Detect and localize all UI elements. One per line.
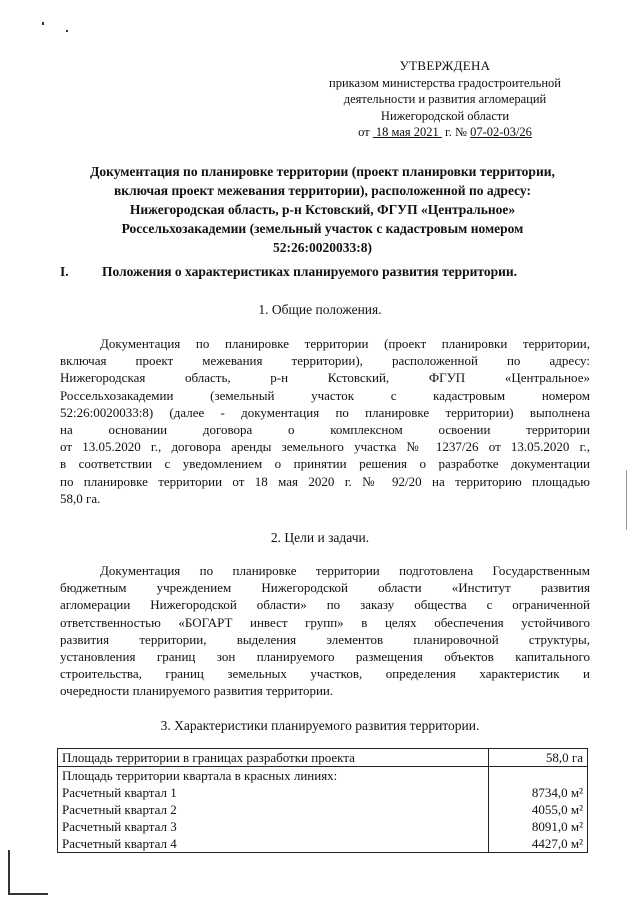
section-number: I. xyxy=(60,264,69,279)
title-line: включая проект межевания территории), расположенной по адресу: xyxy=(114,183,531,198)
subsection-heading: 1. Общие положения. xyxy=(258,302,382,317)
table-row xyxy=(58,749,588,767)
paragraph-line: на основании договора о комплексном освоении территории xyxy=(60,422,590,438)
approval-line: деятельности и развития агломераций xyxy=(343,92,547,106)
paragraph-line: ответственностью «БОГАРТ инвест групп» в целях обеспечения устойчивого xyxy=(60,614,590,630)
paragraph-line: Нижегородская область, р-н Кстовский, ФГУП «Центральное» xyxy=(60,370,590,386)
scan-edge-left xyxy=(8,850,10,895)
paragraph-line: бюджетным учреждением Нижегородской области «Институт развития xyxy=(60,580,590,596)
table-row xyxy=(58,767,588,785)
paragraph-line: Документация по планировке территории (проект планировки территории, xyxy=(100,336,590,351)
paragraph-line: развития территории, выделения элементов планировочной структуры, xyxy=(60,631,590,647)
paragraph-line: установления границ зон планируемого размещения объектов капитального xyxy=(60,649,590,665)
paragraph-goals xyxy=(60,562,590,700)
section-title: Положения о характеристиках планируемого развития территории. xyxy=(102,264,518,279)
title-line: Документация по планировке территории (проект планировки территории, xyxy=(90,164,555,179)
table-cell-label: Расчетный квартал 4 xyxy=(58,835,489,853)
title-line: Россельхозакадемии (земельный участок с кадастровым номером xyxy=(121,221,524,236)
paragraph-line: Документация по планировке территории подготовлена Государственным xyxy=(100,563,590,578)
paragraph-line: Россельхозакадемии (земельный участок с кадастровым номером xyxy=(60,387,590,403)
scan-edge-right xyxy=(626,470,627,530)
table-row xyxy=(58,835,588,853)
table-row xyxy=(58,801,588,818)
approval-from: от xyxy=(358,125,370,139)
characteristics-table xyxy=(57,748,588,853)
table-row xyxy=(58,818,588,835)
paragraph-line: агломерации Нижегородской области» по заказу общества с ограниченной xyxy=(60,597,590,613)
approval-title: УТВЕРЖДЕНА xyxy=(399,58,491,73)
table-cell-label: Площадь территории квартала в красных линиях: xyxy=(58,767,489,785)
paragraph-line: 52:26:0020033:8) (далее - документация по планировке территории) выполнена xyxy=(60,404,590,420)
section-heading xyxy=(60,264,595,280)
table-row xyxy=(58,784,588,801)
table-cell-label: Расчетный квартал 2 xyxy=(58,801,489,818)
approval-line: Нижегородской области xyxy=(380,108,510,123)
approval-block xyxy=(300,58,590,141)
scan-mark xyxy=(66,30,68,32)
approval-line: приказом министерства градостроительной xyxy=(329,75,561,90)
scan-edge-bottom xyxy=(8,893,48,895)
paragraph-line: 58,0 га. xyxy=(60,490,101,506)
table-cell-label: Расчетный квартал 3 xyxy=(58,818,489,835)
table-cell-value: 4055,0 м² xyxy=(489,801,588,818)
table-cell-value: 8734,0 м² xyxy=(489,784,588,801)
table-cell-value xyxy=(489,767,588,785)
table-cell-value: 4427,0 м² xyxy=(489,835,588,853)
approval-date: 18 мая 2021 xyxy=(375,125,439,139)
table-cell-value: 58,0 га xyxy=(489,749,588,767)
approval-date-line xyxy=(300,124,590,141)
scan-mark xyxy=(42,22,44,25)
subsection-heading: 2. Цели и задачи. xyxy=(270,530,370,545)
subsection-heading: 3. Характеристики планируемого развития территории. xyxy=(160,718,480,733)
table-cell-value: 8091,0 м² xyxy=(489,818,588,835)
paragraph-line: строительства, границ земельных участков, определения характеристик и xyxy=(60,666,590,682)
paragraph-general xyxy=(60,335,590,507)
approval-year-suffix: г. № xyxy=(445,125,467,139)
paragraph-line: от 13.05.2020 г., договора аренды земельного участка № 1237/26 от 13.05.2020 г., xyxy=(60,439,590,455)
table-cell-label: Расчетный квартал 1 xyxy=(58,784,489,801)
paragraph-line: очередности планируемого развития территории. xyxy=(60,683,334,699)
title-line: Нижегородская область, р-н Кстовский, ФГУП «Центральное» xyxy=(129,202,516,217)
paragraph-line: в соответствии с уведомлением о принятии решения о разработке документации xyxy=(60,456,590,472)
table-cell-label: Площадь территории в границах разработки проекта xyxy=(58,749,489,767)
paragraph-line: по планировке территории от 18 мая 2020 г. № 92/20 на территорию площадью xyxy=(60,473,590,489)
paragraph-line: включая проект межевания территории), расположенной по адресу: xyxy=(60,353,590,369)
title-line: 52:26:0020033:8) xyxy=(273,240,372,255)
approval-number: 07-02-03/26 xyxy=(470,125,532,139)
document-title xyxy=(55,162,590,257)
